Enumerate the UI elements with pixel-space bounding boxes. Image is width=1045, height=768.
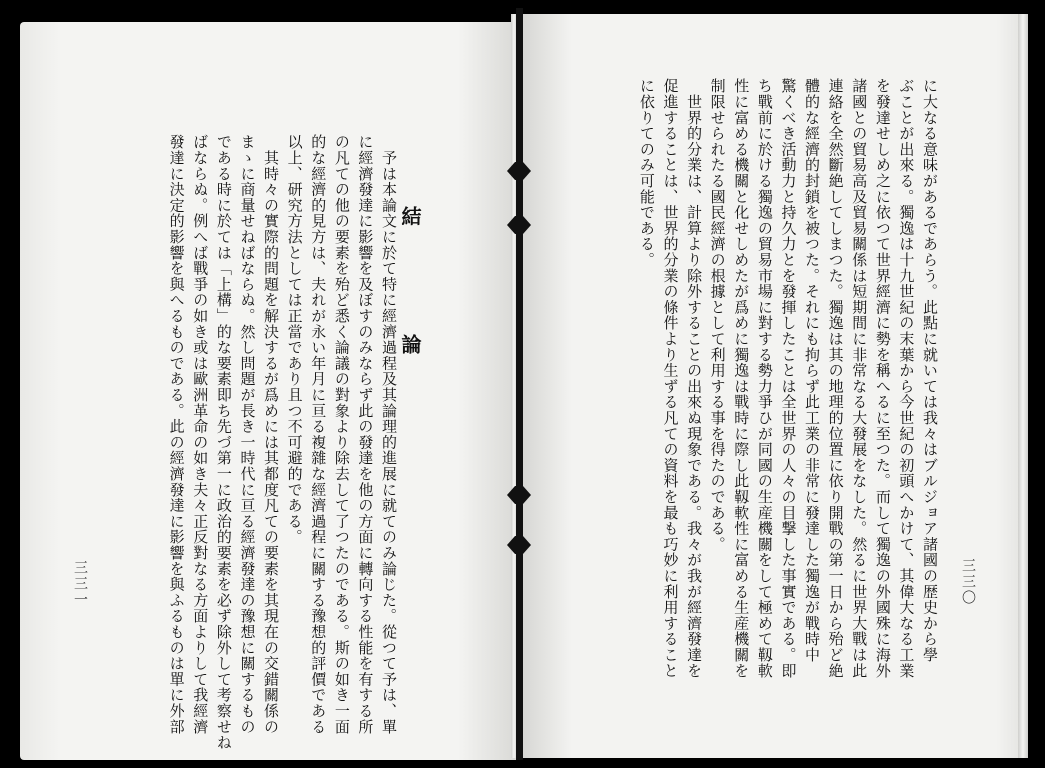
text-line: 其時々の實際的問題を解決するが爲めには其都度凡ての要素を其現在の交錯關係の [262, 134, 281, 735]
text-line: 制限せられたる國民經濟の根據として利用する事を得たのである。 [708, 78, 727, 552]
text-line: 連絡を全然斷絶してしまつた。獨逸は其の地理的位置に依り開戰の第一日から殆ど絶 [826, 78, 845, 679]
page-number-right: 三三〇 [960, 558, 976, 606]
text-line: 促進することは、世界的分業の條件より生ずる凡ての資料を最も巧妙に利用すること [661, 78, 680, 679]
text-line: 予は本論文に於て特に經濟過程及其論理的進展に就てのみ論じた。從つて予は、單 [380, 134, 398, 735]
text-line: を發達せしめ之に依つて世界經濟に勢を稱へるに至つた。而して獨逸の外國殊に海外 [873, 78, 892, 679]
text-line: ばならぬ。例へば戰爭の如き或は歐洲革命の如き夫々正反對なる方面よりして我經濟 [191, 134, 210, 735]
text-line: に依りてのみ可能である。 [637, 78, 656, 268]
text-line: に經濟發達に影響を及ぼすのみならず此の發達を他の方面に轉向する性能を有する所 [356, 134, 375, 735]
binding-clip-icon [505, 532, 533, 558]
text-line: ぶことが出來る。獨逸は十九世紀の末葉から今世紀の初頭へかけて、其偉大なる工業 [897, 78, 916, 679]
text-line: 以上、研究方法としては正當であり且つ不可避的である。 [285, 134, 304, 545]
text-line: まゝに商量せねばならぬ。然し問題が長き一時代に亘る經濟發達の豫想に關するもの [238, 134, 257, 735]
text-line: 的な經濟的見方は、夫れが永い年月に亘る複雜な經濟過程に關する豫想的評價である [309, 134, 328, 735]
right-page-text [634, 78, 941, 698]
text-line: である時に於ては「上構」的な要素即ち先づ第一に政治的要素を必ず除外して考察せね [214, 134, 233, 751]
binding-clip-icon [505, 158, 533, 184]
binding-clip-icon [505, 212, 533, 238]
text-line: 驚くべき活動力と持久力とを發揮したことは全世界の人々の目撃した事實である。即 [779, 78, 798, 679]
text-line: の凡ての他の要素を殆ど悉く論議の對象より除去して了つたのである。斯の如き一面 [332, 134, 351, 735]
text-line: に大なる意味があるであらう。此點に就いては我々はブルジョア諸國の歴史から學 [921, 78, 939, 663]
text-line: 體的な經濟的封鎖を被つた。それにも拘らず此工業の非常に發達した獨逸が戰時中 [803, 78, 822, 663]
page-number-left: 三三一 [72, 560, 88, 608]
left-page-text [164, 134, 400, 751]
text-line: ち戰前に於ける獨逸の貿易市場に對する勢力爭ひが同國の生産機關をして極めて靱軟 [755, 78, 774, 679]
text-line: 性に富める機關と化せしめたが爲めに獨逸は戰時に際し此靱軟性に富める生産機關を [732, 78, 751, 679]
book-spine [516, 8, 523, 760]
text-line: 發達に決定的影響を與へるものである。此の經濟發達に影響を與ふるものは單に外部 [167, 134, 186, 735]
text-line: 諸國との貿易高及貿易關係は短期間に非常なる大發展をなした。然るに世界大戰は此 [850, 78, 869, 679]
right-page-edge [1018, 14, 1028, 758]
text-line: 世界的分業は、計算より除外することの出來ぬ現象である。我々が我が經濟發達を [685, 78, 704, 679]
section-heading: 結 論 [398, 206, 422, 398]
binding-clip-icon [505, 482, 533, 508]
